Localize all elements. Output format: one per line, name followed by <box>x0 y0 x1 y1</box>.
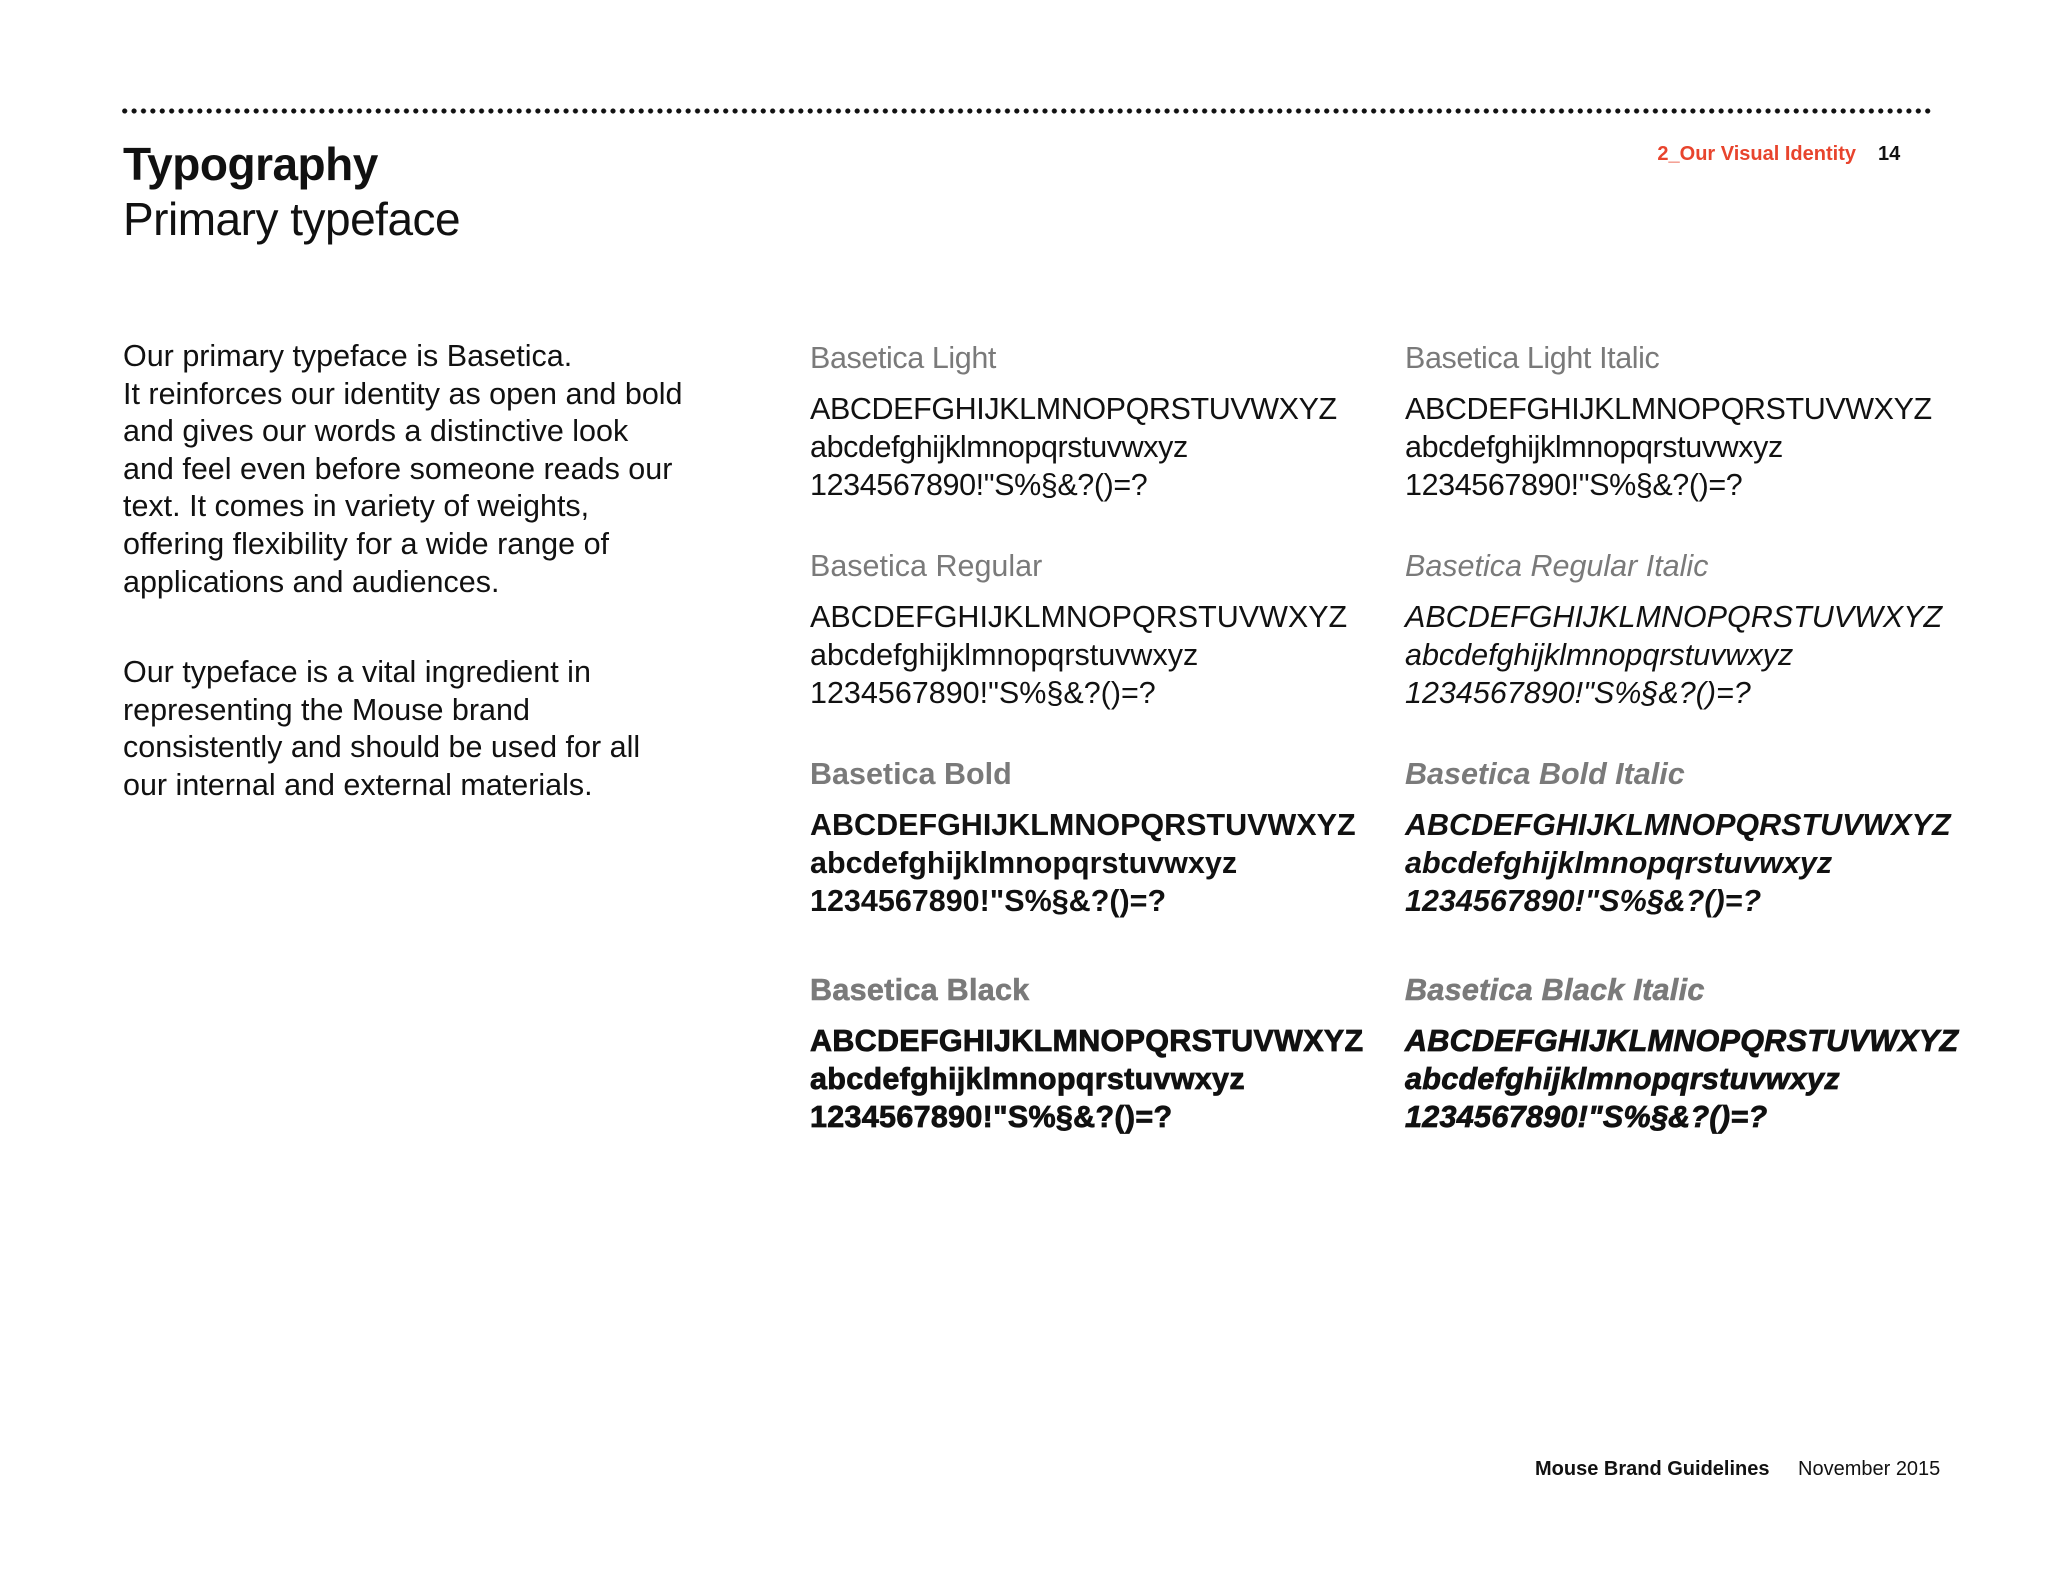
specimen-uppercase: ABCDEFGHIJKLMNOPQRSTUVWXYZ <box>810 1024 1364 1058</box>
specimen-lowercase: abcdefghijklmnopqrstuvwxyz <box>810 430 1188 464</box>
specimen-uppercase: ABCDEFGHIJKLMNOPQRSTUVWXYZ <box>810 600 1348 634</box>
specimen-numerals: 1234567890!"S%§&?()=? <box>810 676 1156 710</box>
specimen-name: Basetica Light <box>810 341 996 375</box>
specimen-name: Basetica Regular Italic <box>1405 549 1709 583</box>
page-title: Typography <box>123 138 378 190</box>
footer-brand: Mouse Brand Guidelines <box>1535 1458 1770 1480</box>
page-subtitle: Primary typeface <box>123 193 461 245</box>
specimen-lowercase: abcdefghijklmnopqrstuvwxyz <box>1405 846 1833 880</box>
specimen-uppercase: ABCDEFGHIJKLMNOPQRSTUVWXYZ <box>810 392 1337 426</box>
specimen-lowercase: abcdefghijklmnopqrstuvwxyz <box>1405 1062 1840 1096</box>
specimen-name: Basetica Black Italic <box>1405 973 1705 1007</box>
specimen-name: Basetica Regular <box>810 549 1043 583</box>
specimen-regular <box>810 546 1430 712</box>
specimen-lowercase: abcdefghijklmnopqrstuvwxyz <box>810 846 1238 880</box>
intro-paragraph-2: Our typeface is a vital ingredient in representing the Mouse brand consistently and should be used for all our internal and external materials. <box>123 655 641 802</box>
specimen-bold-italic <box>1405 754 2025 920</box>
specimen-numerals: 1234567890!"S%§&?()=? <box>1405 676 1751 710</box>
specimen-numerals: 1234567890!"S%§&?()=? <box>810 468 1148 502</box>
specimen-black-italic <box>1405 970 2025 1136</box>
specimen-light <box>810 338 1430 504</box>
specimen-numerals: 1234567890!"S%§&?()=? <box>810 1100 1173 1134</box>
specimen-regular-italic <box>1405 546 2025 712</box>
page-number: 14 <box>1878 143 1901 165</box>
footer-date: November 2015 <box>1798 1458 1941 1480</box>
specimen-uppercase: ABCDEFGHIJKLMNOPQRSTUVWXYZ <box>1405 808 1951 842</box>
specimen-numerals: 1234567890!"S%§&?()=? <box>1405 884 1762 918</box>
specimen-name: Basetica Light Italic <box>1405 341 1660 375</box>
specimen-lowercase: abcdefghijklmnopqrstuvwxyz <box>1405 638 1794 672</box>
specimen-uppercase: ABCDEFGHIJKLMNOPQRSTUVWXYZ <box>810 808 1356 842</box>
specimen-name: Basetica Black <box>810 973 1030 1007</box>
specimen-light-italic <box>1405 338 2025 504</box>
section-label: 2_Our Visual Identity <box>1657 143 1856 165</box>
specimen-name: Basetica Bold <box>810 757 1012 791</box>
specimen-numerals: 1234567890!"S%§&?()=? <box>1405 468 1743 502</box>
specimen-black <box>810 970 1430 1136</box>
intro-text <box>123 338 683 858</box>
specimen-lowercase: abcdefghijklmnopqrstuvwxyz <box>810 638 1199 672</box>
specimen-lowercase: abcdefghijklmnopqrstuvwxyz <box>1405 430 1783 464</box>
specimen-numerals: 1234567890!"S%§&?()=? <box>1405 1100 1768 1134</box>
specimen-name: Basetica Bold Italic <box>1405 757 1685 791</box>
specimen-bold <box>810 754 1430 920</box>
dotted-divider <box>120 108 1932 114</box>
specimen-uppercase: ABCDEFGHIJKLMNOPQRSTUVWXYZ <box>1405 1024 1959 1058</box>
specimen-uppercase: ABCDEFGHIJKLMNOPQRSTUVWXYZ <box>1405 392 1932 426</box>
specimen-lowercase: abcdefghijklmnopqrstuvwxyz <box>810 1062 1245 1096</box>
specimen-uppercase: ABCDEFGHIJKLMNOPQRSTUVWXYZ <box>1405 600 1943 634</box>
specimen-numerals: 1234567890!"S%§&?()=? <box>810 884 1167 918</box>
intro-paragraph-1: Our primary typeface is Basetica. It reinforces our identity as open and bold and gives our words a distinctive look and feel even before someone reads our text. It comes in variety of weights, offering flexibility for a wide range of applications and audiences. <box>123 339 683 599</box>
